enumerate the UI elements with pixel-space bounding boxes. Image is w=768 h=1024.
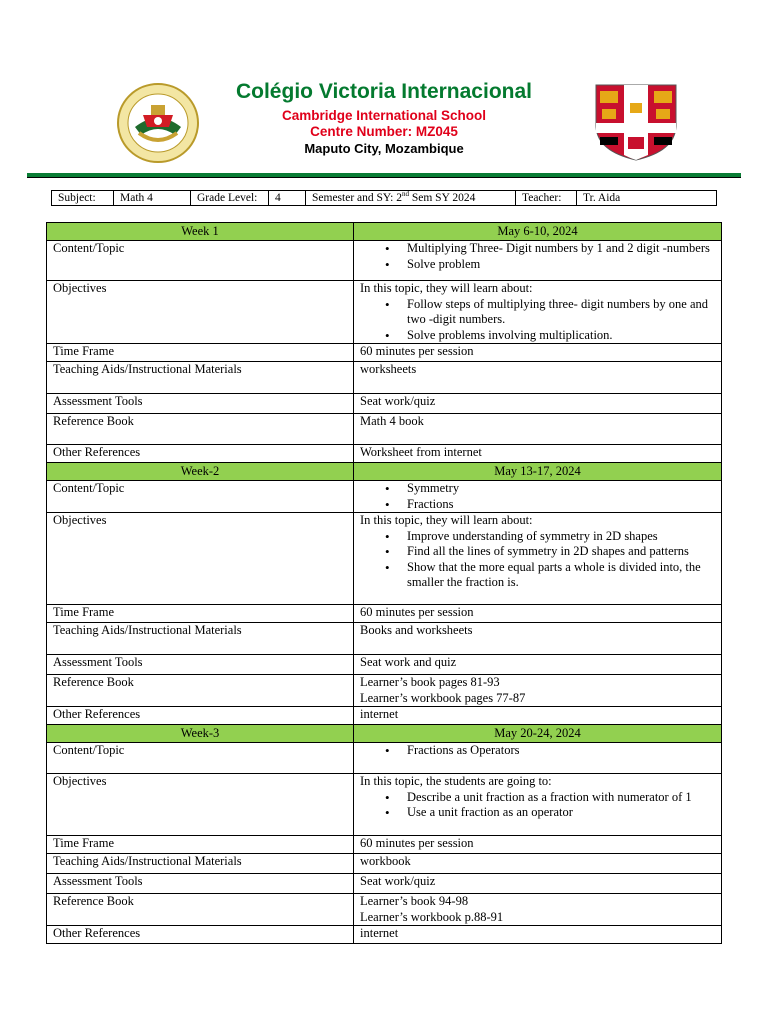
school-type: Cambridge International School [281, 108, 487, 123]
objectives-label: Objectives [47, 774, 354, 836]
weekly-plan-table [46, 222, 722, 944]
reference-book-row [47, 675, 722, 707]
content-list [360, 241, 715, 272]
objectives-row [47, 774, 722, 836]
semester-label: Semester and SY: [312, 192, 394, 204]
content-value [354, 481, 722, 513]
list-item: • Describe a unit fraction as a fraction with numerator of 1 [407, 790, 715, 806]
other-references-row [47, 445, 722, 463]
assessment-tools-label: Assessment Tools [47, 394, 354, 414]
content-list [360, 481, 715, 512]
reference-book-value [354, 675, 722, 707]
content-row [47, 743, 722, 774]
school-location: Maputo City, Mozambique [304, 141, 464, 156]
teaching-aids-row [47, 623, 722, 655]
subject-value: Math 4 [114, 191, 191, 206]
list-item: • Show that the more equal parts a whole is divided into, the smaller the fraction is. [407, 560, 715, 591]
letterhead [0, 0, 768, 180]
list-item: • Fractions [407, 497, 715, 513]
objectives-row [47, 513, 722, 605]
list-item: • Follow steps of multiplying three- digit numbers by one and two -digit numbers. [407, 297, 715, 328]
reference-line: Math 4 book [360, 414, 424, 428]
objectives-label: Objectives [47, 281, 354, 344]
objectives-lead: In this topic, they will learn about: [360, 513, 533, 527]
week-label: Week-3 [47, 725, 354, 743]
week-header-row [47, 463, 722, 481]
week-dates: May 20-24, 2024 [354, 725, 722, 743]
assessment-tools-row [47, 655, 722, 675]
week-dates: May 13-17, 2024 [354, 463, 722, 481]
list-item: • Symmetry [407, 481, 715, 497]
header-divider [27, 173, 741, 178]
teaching-aids-label: Teaching Aids/Instructional Materials [47, 362, 354, 394]
class-info-table [51, 190, 717, 206]
list-item: • Find all the lines of symmetry in 2D shapes and patterns [407, 544, 715, 560]
list-item: • Improve understanding of symmetry in 2D shapes [407, 529, 715, 545]
content-list [360, 743, 715, 759]
time-frame-value: 60 minutes per session [354, 605, 722, 623]
teaching-aids-label: Teaching Aids/Instructional Materials [47, 854, 354, 874]
subject-label: Subject: [52, 191, 114, 206]
reference-line: Learner’s workbook pages 77-87 [360, 690, 526, 705]
assessment-tools-value: Seat work and quiz [354, 655, 722, 675]
assessment-tools-value: Seat work/quiz [354, 874, 722, 894]
reference-book-value [354, 414, 722, 445]
other-references-label: Other References [47, 445, 354, 463]
reference-book-row [47, 894, 722, 926]
centre-number: Centre Number: MZ045 [310, 124, 458, 139]
semester-year: Sem SY 2024 [411, 192, 476, 204]
other-references-value: internet [354, 926, 722, 944]
list-item: • Fractions as Operators [407, 743, 715, 759]
other-references-row [47, 707, 722, 725]
teacher-value: Tr. Aida [577, 191, 717, 206]
time-frame-row [47, 605, 722, 623]
objectives-value [354, 774, 722, 836]
objectives-label: Objectives [47, 513, 354, 605]
reference-book-label: Reference Book [47, 675, 354, 707]
reference-line: Learner’s book 94-98 [360, 894, 469, 908]
teaching-aids-value: workbook [354, 854, 722, 874]
time-frame-row [47, 344, 722, 362]
semester-number: 2 [396, 192, 402, 204]
list-item: • Solve problem [407, 257, 715, 273]
teaching-aids-row [47, 854, 722, 874]
list-item: • Use a unit fraction as an operator [407, 805, 715, 821]
teaching-aids-value: worksheets [354, 362, 722, 394]
assessment-tools-label: Assessment Tools [47, 874, 354, 894]
objectives-lead: In this topic, the students are going to: [360, 774, 552, 788]
teaching-aids-label: Teaching Aids/Instructional Materials [47, 623, 354, 655]
content-label: Content/Topic [47, 241, 354, 281]
teaching-aids-value: Books and worksheets [354, 623, 722, 655]
teaching-aids-row [47, 362, 722, 394]
time-frame-row [47, 836, 722, 854]
semester-cell [306, 191, 516, 206]
content-value [354, 743, 722, 774]
objectives-list [360, 790, 715, 821]
content-row [47, 481, 722, 513]
assessment-tools-value: Seat work/quiz [354, 394, 722, 414]
objectives-value [354, 281, 722, 344]
other-references-row [47, 926, 722, 944]
objectives-list [360, 529, 715, 591]
reference-line: Learner’s book pages 81-93 [360, 675, 500, 689]
time-frame-value: 60 minutes per session [354, 836, 722, 854]
week-label: Week 1 [47, 223, 354, 241]
reference-line: Learner’s workbook p.88-91 [360, 909, 504, 924]
school-name: Colégio Victoria Internacional [235, 80, 532, 103]
content-row [47, 241, 722, 281]
reference-book-label: Reference Book [47, 894, 354, 926]
other-references-label: Other References [47, 926, 354, 944]
assessment-tools-row [47, 874, 722, 894]
other-references-value: internet [354, 707, 722, 725]
cambridge-crest-logo [594, 83, 678, 161]
week-header-row [47, 223, 722, 241]
reference-book-value [354, 894, 722, 926]
teacher-label: Teacher: [516, 191, 577, 206]
week-dates: May 6-10, 2024 [354, 223, 722, 241]
week-header-row [47, 725, 722, 743]
objectives-row [47, 281, 722, 344]
objectives-list [360, 297, 715, 344]
objectives-value [354, 513, 722, 605]
content-label: Content/Topic [47, 743, 354, 774]
time-frame-label: Time Frame [47, 344, 354, 362]
assessment-tools-label: Assessment Tools [47, 655, 354, 675]
assessment-tools-row [47, 394, 722, 414]
other-references-label: Other References [47, 707, 354, 725]
list-item: • Multiplying Three- Digit numbers by 1 and 2 digit -numbers [407, 241, 715, 257]
objectives-lead: In this topic, they will learn about: [360, 281, 533, 295]
time-frame-value: 60 minutes per session [354, 344, 722, 362]
time-frame-label: Time Frame [47, 836, 354, 854]
semester-suffix: nd [401, 190, 409, 199]
week-label: Week-2 [47, 463, 354, 481]
content-label: Content/Topic [47, 481, 354, 513]
grade-label: Grade Level: [191, 191, 269, 206]
reference-book-label: Reference Book [47, 414, 354, 445]
list-item: • Solve problems involving multiplication. [407, 328, 715, 344]
reference-book-row [47, 414, 722, 445]
content-value [354, 241, 722, 281]
grade-value: 4 [269, 191, 306, 206]
time-frame-label: Time Frame [47, 605, 354, 623]
other-references-value: Worksheet from internet [354, 445, 722, 463]
